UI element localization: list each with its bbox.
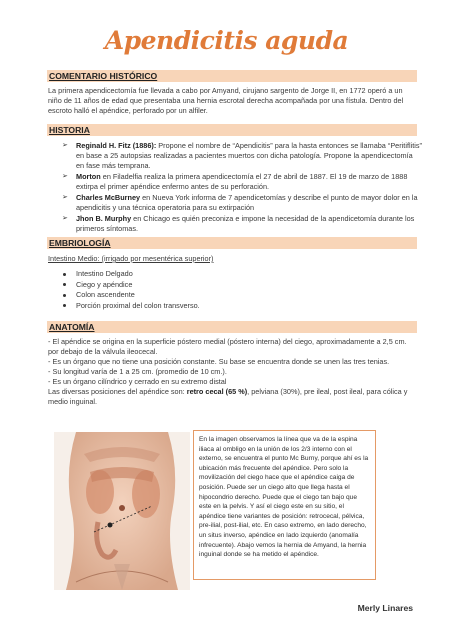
historia-item-name: Jhon B. Murphy	[76, 214, 132, 223]
anatomia-line: - Es un órgano cilíndrico y cerrado en su extremo distal	[48, 377, 227, 386]
historia-item-text: en Filadelfia realiza la primera apendicectomía el 27 de abril de 1887. El 19 de marzo de 1888 extirpa el primer apéndice enfermo antes de su perforación.	[76, 172, 408, 191]
arrow-bullet-icon: ➢	[62, 194, 68, 201]
comentario-text: La primera apendicectomía fue llevada a cabo por Amyand, cirujano sargento de Jorge II, en 1772 operó a un niño de 11 años de edad que presentaba una hernia escrotal derecha acompañada por una fístula. Dentro del escroto halló el apéndice, perforado por un alfiler.	[48, 86, 404, 115]
list-item	[60, 280, 200, 291]
historia-item-name: Charles McBurney	[76, 193, 141, 202]
bullet-icon	[63, 283, 66, 286]
bullet-icon	[63, 304, 66, 307]
author-name: Merly Linares	[357, 603, 413, 613]
bullet-icon	[63, 273, 66, 276]
anatomia-variants	[48, 387, 418, 407]
historia-item	[62, 214, 422, 234]
list-item	[60, 290, 200, 301]
historia-item	[62, 193, 422, 213]
variants-intro: Las diversas posiciones del apéndice son:	[48, 387, 187, 396]
arrow-bullet-icon: ➢	[62, 173, 68, 180]
image-caption-box: En la imagen observamos la línea que va de la espina iliaca al ombligo en la unión de los 2/3 interno con el externo, se encuentra el punto Mc Burny, porque ahí es la ubicación más frecuente del apéndice. Pero solo la movilización del ciego hace que el apéndice caiga de posición. Puede ser un ciego alto que llega hasta el hipocondrio derecho. Puede que el ciego tan bajo que este en la pelvis. Y así el ciego este en su sitio, el apéndice tiene variantes de posición: retrocecal, pélvica, pre-ilial, post-ilial, etc. En caso extremo, en lado derecho, un situs inverso, apéndice en lado izquierdo (anomalía infrecuente). Abajo vemos la hernia de Amyand, la hernia inguinal donde se ha metido el apéndice.	[193, 430, 376, 580]
list-item-text: Colon ascendente	[76, 290, 135, 299]
section-heading-embriologia: EMBRIOLOGÍA	[47, 237, 417, 249]
arrow-bullet-icon: ➢	[62, 142, 68, 149]
embriologia-subtitle: Intestino Medio: (irrigado por mesentérica superior)	[48, 254, 214, 263]
historia-item	[62, 172, 422, 192]
historia-item	[62, 141, 422, 171]
abdomen-illustration	[54, 432, 190, 590]
list-item-text: Porción proximal del colon transverso.	[76, 300, 200, 310]
anatomia-text	[48, 337, 418, 407]
abdomen-drawing	[54, 432, 190, 590]
historia-list	[62, 141, 422, 235]
section-heading-historia: HISTORIA	[47, 124, 417, 136]
variants-rest: , pelviana (30%), pre ileal, post ileal, para cólica y medio inguinal.	[48, 387, 408, 406]
list-item-text: Intestino Delgado	[76, 269, 133, 278]
anatomia-line: - Es un órgano que no tiene una posición constante. Su base se encuentra donde se unen las tres tenias.	[48, 357, 390, 366]
list-item-text: Ciego y apéndice	[76, 279, 133, 289]
anatomia-line: - El apéndice se origina en la superficie póstero medial (póstero interna) del ciego, aproximadamente a 2,5 cm. por debajo de la válvula ileocecal.	[48, 337, 407, 356]
section-heading-anatomia: ANATOMÍA	[47, 321, 417, 333]
embriologia-list	[60, 269, 200, 311]
historia-item-name: Morton	[76, 172, 101, 181]
historia-item-text: Propone el nombre de “Apendicitis” para la hasta entonces se llamaba “Peritiflitis” en base a 25 autopsias realizadas a pacientes muertos con dicha patología. Propone la apendicectomía en fase más temprana.	[76, 141, 422, 170]
anatomia-line: - Su longitud varía de 1 a 25 cm. (promedio de 10 cm.).	[48, 367, 227, 376]
page-title: Apendicitis aguda	[104, 26, 349, 55]
arrow-bullet-icon: ➢	[62, 215, 68, 222]
list-item	[60, 301, 200, 312]
bullet-icon	[63, 294, 66, 297]
historia-item-text: en Nueva York informa de 7 apendicetomías y describe el punto de mayor dolor en la apendicitis y una técnica operatoria para su extirpación	[76, 193, 418, 212]
historia-item-name: Reginald H. Fitz (1886):	[76, 141, 157, 150]
list-item	[60, 269, 200, 280]
variants-bold: retro cecal (65 %)	[186, 387, 248, 396]
section-heading-comentario: COMENTARIO HISTÓRICO	[47, 70, 417, 82]
historia-item-text: en Chicago es quién preconiza e impone la necesidad de la apendicetomía durante los primeros síntomas.	[76, 214, 415, 233]
